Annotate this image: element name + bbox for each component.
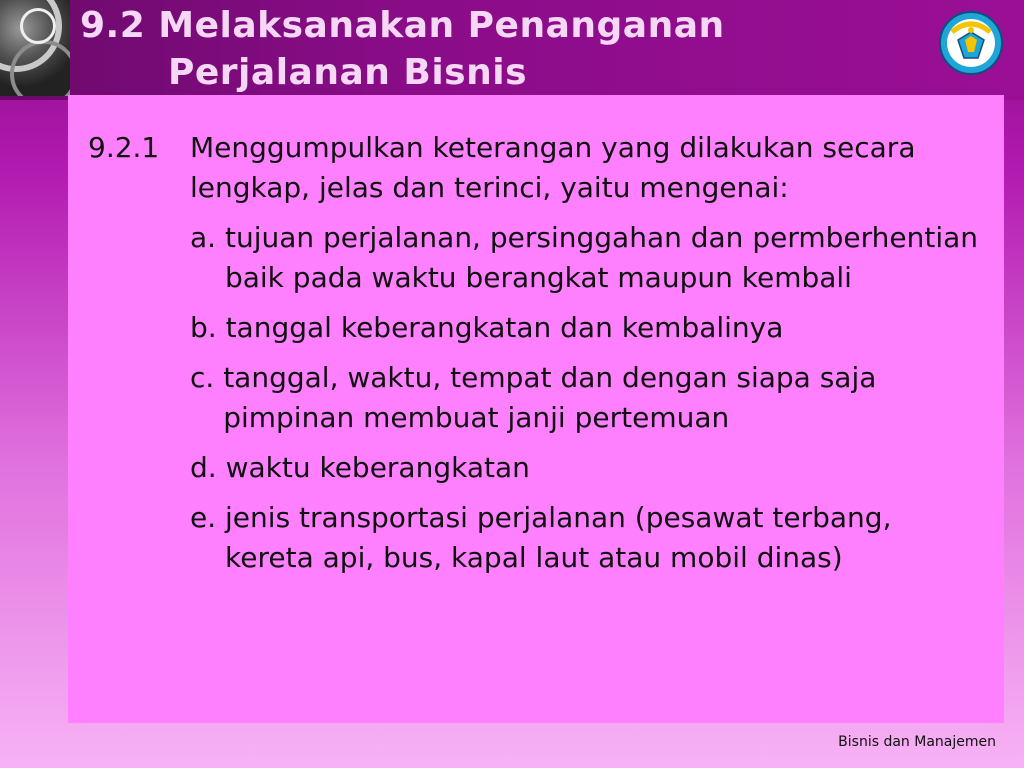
list-item-text: tanggal keberangkatan dan kembalinya (225, 311, 784, 344)
list-item-text: waktu keberangkatan (225, 451, 530, 484)
main-point-number: 9.2.1 (88, 131, 160, 164)
footer-text: Bisnis dan Manajemen (838, 734, 996, 750)
list-item-letter: e. (190, 501, 226, 534)
list-item-letter: d. (190, 451, 226, 484)
title-line-1: 9.2 Melaksanakan Penanganan (80, 5, 725, 46)
list-item-text: jenis transportasi perjalanan (pesawat terbang, kereta api, bus, kapal laut atau mobil dinas) (225, 501, 892, 574)
title-line-2: Perjalanan Bisnis (168, 52, 528, 93)
list-item-letter: a. (190, 221, 225, 254)
list-item (190, 448, 988, 488)
main-point-text: Menggumpulkan keterangan yang dilakukan secara lengkap, jelas dan terinci, yaitu mengenai: (190, 131, 916, 204)
list-item (190, 308, 988, 348)
tut-wuri-handayani-icon (938, 10, 1004, 76)
corner-photo-image (0, 0, 70, 96)
content-body (88, 128, 988, 588)
list-item (190, 358, 988, 438)
photo-ring (20, 8, 56, 44)
list-item-letter: b. (190, 311, 226, 344)
list-item-letter: c. (190, 361, 224, 394)
main-point (88, 128, 988, 208)
list-item (190, 498, 988, 578)
sub-list (88, 218, 988, 578)
list-item-text: tujuan perjalanan, persinggahan dan permberhentian baik pada waktu berangkat maupun kembali (224, 221, 979, 294)
list-item (190, 218, 988, 298)
list-item-text: tanggal, waktu, tempat dan dengan siapa saja pimpinan membuat janji pertemuan (223, 361, 877, 434)
slide-title (80, 2, 880, 96)
